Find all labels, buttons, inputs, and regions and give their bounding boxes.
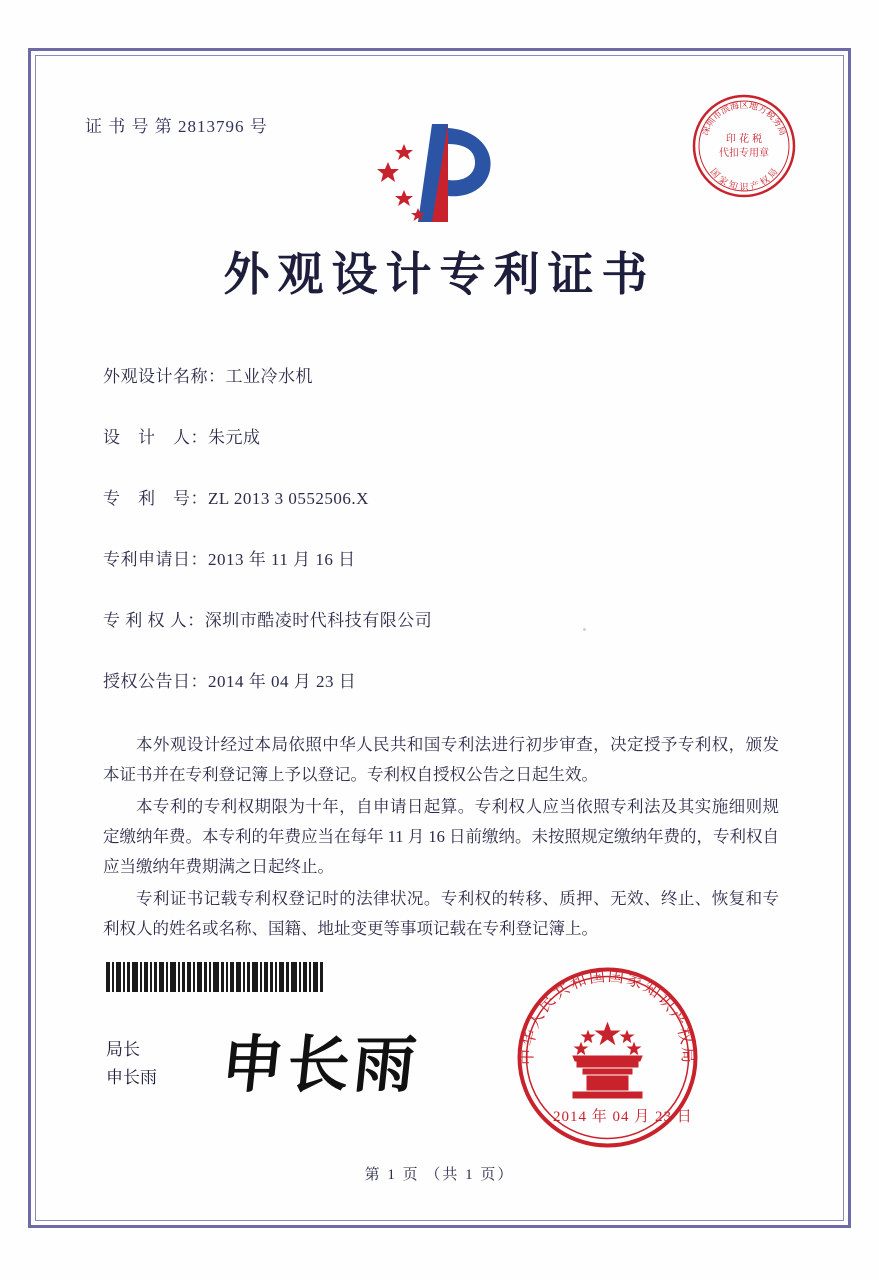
stamp-date: 2014 年 04 月 23 日 [553, 1109, 693, 1125]
field-design-name [103, 362, 783, 387]
field-label-grant-date: 授权公告日 [103, 672, 191, 691]
field-sep-1: ： [190, 428, 208, 447]
field-application-date [103, 545, 783, 570]
svg-text:中华人民共和国国家知识产权局: 中华人民共和国国家知识产权局 [517, 965, 698, 1066]
tax-stamp-icon [690, 92, 798, 200]
certificate-number: 证 书 号 第 2813796 号 [85, 117, 268, 136]
field-label-designer: 设 计 人 [103, 428, 191, 447]
field-label-design-name: 外观设计名称 [103, 367, 208, 386]
page-footer: 第 1 页 （共 1 页） [364, 1167, 515, 1183]
field-patentee [103, 606, 783, 631]
field-patent-number [103, 484, 783, 509]
paragraph-3: 专利证书记载专利权登记时的法律状况。专利权的转移、质押、无效、终止、恢复和专利权人的姓名或名称、国籍、地址变更等事项记载在专利登记簿上。 [103, 889, 779, 938]
field-list [103, 362, 783, 728]
page-title: 外观设计专利证书 [223, 247, 656, 301]
field-value-patentee: 深圳市酷凌时代科技有限公司 [204, 611, 433, 630]
body-paragraphs [103, 730, 779, 946]
field-value-designer: 朱元成 [208, 428, 261, 447]
field-sep-3: ： [190, 550, 208, 569]
director-name: 申长雨 [106, 1068, 157, 1087]
field-designer [103, 423, 783, 448]
field-value-patent-number: ZL 2013 3 0552506.X [208, 489, 369, 508]
svg-text:国 家 知 识 产 权 局: 国 家 知 识 产 权 局 [707, 167, 781, 193]
paragraph-1: 本外观设计经过本局依照中华人民共和国专利法进行初步审查，决定授予专利权，颁发本证书并在专利登记簿上予以登记。专利权自授权公告之日起生效。 [103, 735, 779, 784]
field-sep-4: ： [187, 611, 205, 630]
svg-text:印 花 税: 印 花 税 [725, 134, 763, 145]
field-value-grant-date: 2014 年 04 月 23 日 [208, 672, 357, 691]
svg-text:代扣专用章: 代扣专用章 [719, 148, 769, 159]
paper-artifact [583, 628, 586, 631]
cnipa-logo-icon [370, 118, 505, 228]
signature-labels [106, 1036, 157, 1092]
field-label-patent-number: 专 利 号 [103, 489, 191, 508]
field-label-patentee: 专 利 权 人 [103, 611, 188, 630]
field-sep-5: ： [190, 672, 208, 691]
field-grant-date [103, 667, 783, 692]
svg-text:深圳市滨海区地方税务局: 深圳市滨海区地方税务局 [700, 101, 788, 138]
field-value-design-name: 工业冷水机 [225, 367, 313, 386]
handwritten-signature: 申长雨 [217, 1028, 424, 1101]
field-label-application-date: 专利申请日 [103, 550, 191, 569]
border-corner-bottom-right [825, 1202, 851, 1228]
field-sep-2: ： [190, 489, 208, 508]
paragraph-2: 本专利的专利权期限为十年，自申请日起算。专利权人应当依照专利法及其实施细则规定缴纳年费。本专利的年费应当在每年 11 月 16 日前缴纳。未按照规定缴纳年费的，专利权自应当缴纳年费期满之日起终止。 [103, 797, 779, 876]
field-value-application-date: 2013 年 11 月 16 日 [208, 550, 356, 569]
field-sep-0: ： [208, 367, 226, 386]
border-corner-bottom-left [28, 1202, 54, 1228]
border-corner-top-right [825, 48, 851, 74]
director-title: 局长 [106, 1040, 140, 1059]
barcode [106, 962, 351, 992]
border-corner-top-left [28, 48, 54, 74]
